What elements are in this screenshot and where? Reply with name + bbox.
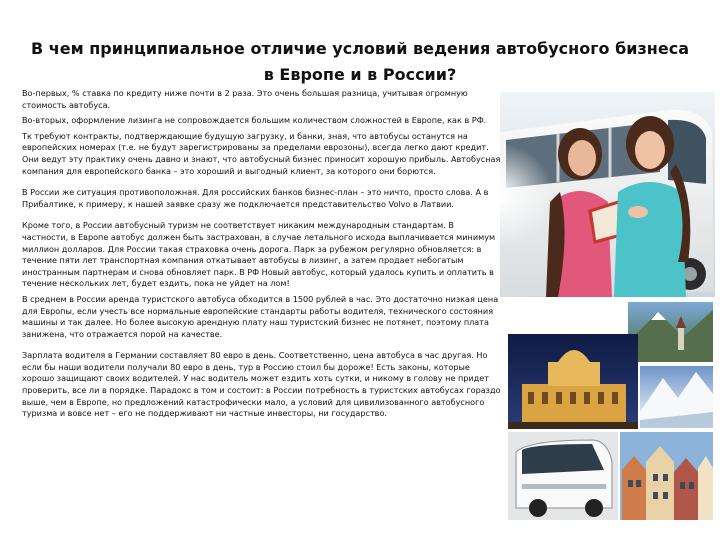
tourists-illustration	[500, 92, 715, 297]
paragraph-3: Тк требуют контракты, подтверждающие будущую загрузку, и банки, зная, что автобусы останутся на европейских номерах (т.е. не будут зарегистрированы за пределами еврозоны), всегда легко дают кредит. Они ведут эту практику очень давно и знают, что автобусный бизнес приносит хорошую прибыль. Автобусная компания для европейского банка – это хороший и выгодный клиент, за которого они борются.	[22, 130, 501, 176]
paragraph-6: В среднем в России аренда туристского автобуса обходится в 1500 рублей в час. Это достаточно низкая цена для Европы, если учесть все нормальные европейские стандарты работы водителя, технического состояния машины и так далее. Но более высокую арендную плату наш туристский бизнес не потянет, поэтому плата занижена, что отражается порой на качестве.	[22, 293, 499, 339]
body-text	[22, 88, 502, 424]
paragraph-7: Зарплата водителя в Германии составляет 80 евро в день. Соответственно, цена автобуса в час другая. Но если бы наши водители получали 80 евро в день, тур в Россию стоил бы дороже! Есть законы, которые хорошо защищают своих водителей. У нас водитель может ездить хоть сутки, и никому в голову не придет проверить, все ли в порядке. Парадокс в том и состоит: в России потребность в туристских автобусах гораздо выше, чем в Европе, но предложений катастрофически мало, а условий для цивилизованного автобусного туризма и вовсе нет – его не поддерживают ни частные инвесторы, ни государство.	[22, 350, 501, 419]
collage-illustration	[508, 302, 713, 520]
travel-collage-photo	[508, 302, 713, 520]
paragraph-1: Во-первых, % ставка по кредиту ниже почти в 2 раза. Это очень большая разница, учитывая огромную стоимость автобуса.	[22, 88, 468, 110]
slide-title: В чем принципиальное отличие условий ведения автобусного бизнеса в Европе и в России?	[31, 39, 689, 84]
paragraph-5: Кроме того, в России автобусный туризм не соответствует никаким международным стандартам. В частности, в Европе автобус должен быть застрахован, в случае летального исхода выплачивается минимум миллион долларов. Для России такая страховка очень дорога. Парк за рубежом регулярно обновляется: в течение пяти лет транспортная компания откатывает автобусы в лизинг, а затем продает небогатым иностранным партнерам и снова обновляет парк. В РФ Новый автобус, который удалось купить и оплатить в течение нескольких лет, будет ездить, пока не уйдет на лом!	[22, 220, 496, 289]
paragraph-4: В России же ситуация противоположная. Для российских банков бизнес-план – это ничто, просто слова. А в Прибалтике, к примеру, к нашей заявке сразу же подключается представительство Volvo в Латвии.	[22, 187, 489, 209]
tourists-photo	[500, 92, 715, 297]
paragraph-2: Во-вторых, оформление лизинга не сопровождается большим количеством сложностей в Европе, как в РФ.	[22, 115, 487, 126]
